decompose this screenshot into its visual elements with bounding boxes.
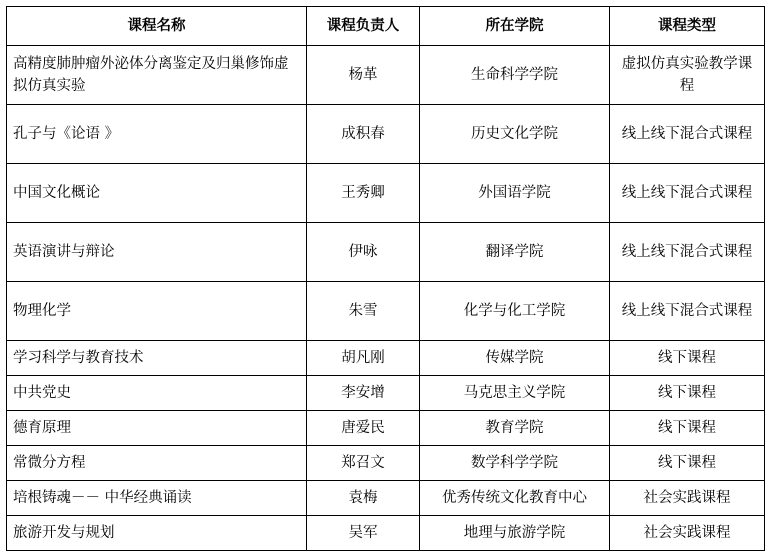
cell-course-leader: 胡凡刚 [307,341,420,376]
table-row [7,376,765,411]
cell-course-type: 线上线下混合式课程 [610,223,765,282]
cell-course-type: 线上线下混合式课程 [610,282,765,341]
cell-course-name: 德育原理 [7,411,307,446]
cell-course-type: 社会实践课程 [610,516,765,551]
cell-college: 传媒学院 [420,341,610,376]
cell-course-leader: 朱雪 [307,282,420,341]
table-row [7,282,765,341]
table-body [7,46,765,551]
cell-course-leader: 郑召文 [307,446,420,481]
cell-college: 历史文化学院 [420,105,610,164]
table-row [7,481,765,516]
cell-course-name: 中共党史 [7,376,307,411]
table-row [7,164,765,223]
column-header-course-name: 课程名称 [7,7,307,46]
column-header-course-type: 课程类型 [610,7,765,46]
cell-course-name: 旅游开发与规划 [7,516,307,551]
cell-course-type: 线下课程 [610,411,765,446]
cell-course-name: 常微分方程 [7,446,307,481]
column-header-course-leader: 课程负责人 [307,7,420,46]
cell-college: 化学与化工学院 [420,282,610,341]
cell-course-name: 学习科学与教育技术 [7,341,307,376]
cell-college: 地理与旅游学院 [420,516,610,551]
cell-course-leader: 杨革 [307,46,420,105]
cell-course-leader: 吴军 [307,516,420,551]
column-header-college: 所在学院 [420,7,610,46]
cell-course-type: 线下课程 [610,341,765,376]
cell-course-leader: 王秀卿 [307,164,420,223]
cell-course-type: 虚拟仿真实验教学课程 [610,46,765,105]
cell-college: 数学科学学院 [420,446,610,481]
table-row [7,516,765,551]
cell-college: 外国语学院 [420,164,610,223]
course-table [6,6,765,551]
cell-course-type: 线下课程 [610,376,765,411]
table-row [7,411,765,446]
cell-college: 马克思主义学院 [420,376,610,411]
cell-course-name: 英语演讲与辩论 [7,223,307,282]
cell-course-type: 线上线下混合式课程 [610,105,765,164]
table-header-row [7,7,765,46]
cell-college: 翻译学院 [420,223,610,282]
cell-college: 生命科学学院 [420,46,610,105]
cell-course-type: 线下课程 [610,446,765,481]
cell-course-name: 孔子与《论语 》 [7,105,307,164]
cell-course-leader: 成积春 [307,105,420,164]
table-row [7,46,765,105]
table-row [7,341,765,376]
table-row [7,105,765,164]
table-header [7,7,765,46]
cell-college: 教育学院 [420,411,610,446]
table-row [7,223,765,282]
cell-course-name: 中国文化概论 [7,164,307,223]
cell-course-type: 社会实践课程 [610,481,765,516]
cell-course-name: 物理化学 [7,282,307,341]
cell-course-leader: 唐爱民 [307,411,420,446]
cell-course-leader: 李安增 [307,376,420,411]
cell-college: 优秀传统文化教育中心 [420,481,610,516]
cell-course-name: 高精度肺肿瘤外泌体分离鉴定及归巢修饰虚拟仿真实验 [7,46,307,105]
cell-course-name: 培根铸魂－－ 中华经典诵读 [7,481,307,516]
cell-course-leader: 袁梅 [307,481,420,516]
cell-course-type: 线上线下混合式课程 [610,164,765,223]
table-row [7,446,765,481]
cell-course-leader: 伊咏 [307,223,420,282]
